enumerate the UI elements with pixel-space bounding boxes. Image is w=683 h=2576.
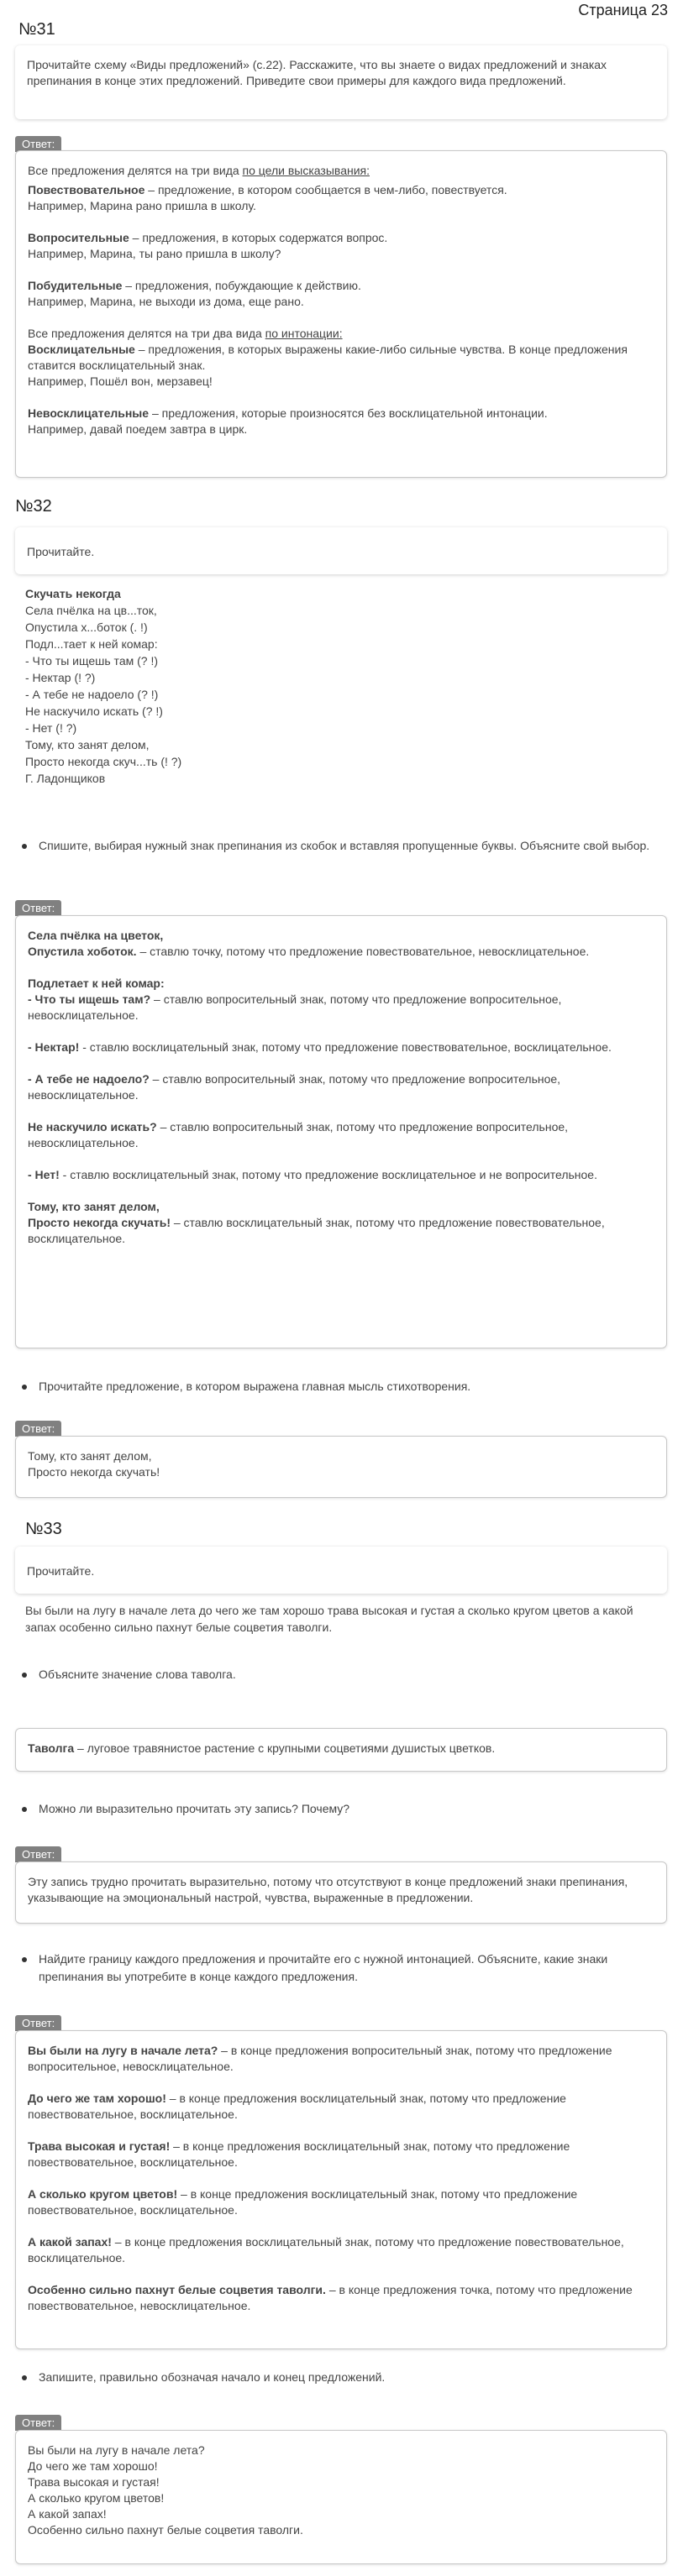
poem-line: Не наскучило искать (? !) (25, 704, 163, 718)
answer-label-33d: Ответ: (15, 2415, 61, 2431)
a31-intro1: Все предложения делятся на три вида (28, 164, 243, 177)
poem-line: Тому, кто занят делом, (25, 738, 150, 751)
answer-label-33b: Ответ: (15, 1846, 61, 1862)
task-31-text: Прочитайте схему «Виды предложений» (с.22). Расскажите, что вы знаете о видах предложений и знаках препинания в конце этих предложений. Приведите свои примеры для каждого вида предложений. (27, 58, 607, 87)
poem-line: Опустила х...боток (. !) (25, 620, 148, 634)
task-32-read-text: Прочитайте. (27, 545, 95, 558)
a31-intro2-u: по интонации: (265, 327, 343, 340)
a33-3-b: А какой запах! (28, 2235, 112, 2249)
a33-3-t: – в конце предложения восклицательный знак, потому что предложение повествовательное, восклицательное. (28, 2092, 566, 2121)
a33-3-t: – в конце предложения восклицательный знак, потому что предложение повествовательное, восклицательное. (28, 2187, 578, 2217)
a32-l4-t: – ставлю вопросительный знак, потому что предложение вопросительное, невосклицательное. (28, 992, 562, 1022)
a32-l8-b: - Нет! (28, 1168, 60, 1181)
a32-l1: Села пчёлка на цветок, (28, 929, 164, 942)
a32-l9: Тому, кто занят делом, (28, 1200, 160, 1213)
answer-32a (15, 915, 667, 1348)
task-number-31: №31 (18, 20, 55, 39)
a33-4-line: Особенно сильно пахнут белые соцветия таволги. (28, 2523, 303, 2537)
poem-line: - А тебе не надоело (? !) (25, 688, 159, 701)
poem-line: Подл...тает к ней комар: (25, 637, 158, 651)
a32-l6-b: - А тебе не надоело? (28, 1072, 150, 1086)
task-33-read-text: Прочитайте. (27, 1564, 95, 1578)
task-32-bullet-2: Прочитайте предложение, в котором выражена главная мысль стихотворения. (22, 1378, 669, 1395)
a31-p4-t: – предложения, в которых выражены какие-либо сильные чувства. В конце предложения ставится восклицательный знак. (28, 343, 628, 372)
a31-p1-t: – предложение, в котором сообщается в чем-либо, повествуется. (144, 183, 507, 196)
task-number-33: №33 (25, 1520, 62, 1538)
task-33-bullet-3: Найдите границу каждого предложения и прочитайте его с нужной интонацией. Объясните, какие знаки препинания вы употребите в конце каждого предложения. (22, 1950, 669, 1986)
a32-l8-t: - ставлю восклицательный знак, потому что предложение восклицательное и не вопросительное. (59, 1168, 597, 1181)
a33-4-line: Вы были на лугу в начале лета? (28, 2443, 205, 2457)
poem-line: Просто некогда скуч...ть (! ?) (25, 755, 182, 768)
task-32-read (15, 527, 667, 574)
a33-4-line: А какой запах! (28, 2507, 107, 2521)
a31-p2-ex: Например, Марина, ты рано пришла в школу? (28, 247, 281, 260)
a31-p3-b: Побудительные (28, 279, 123, 292)
a31-p1-ex: Например, Марина рано пришла в школу. (28, 199, 256, 212)
page-number: Страница 23 (578, 2, 668, 18)
answer-label-31: Ответ: (15, 136, 61, 152)
a32-l10-t: – ставлю восклицательный знак, потому что предложение повествовательное, восклицательное. (28, 1216, 605, 1245)
a32-l7-b: Не наскучило искать? (28, 1120, 157, 1134)
a33-3-t: – в конце предложения восклицательный знак, потому что предложение повествовательное, восклицательное. (28, 2139, 570, 2169)
a33-4-line: А сколько кругом цветов! (28, 2491, 165, 2505)
answer-31 (15, 150, 667, 478)
poem-line: - Нет (! ?) (25, 721, 77, 735)
a33-1-t: – луговое травянистое растение с крупными соцветиями душистых цветков. (74, 1741, 496, 1755)
poem-line: Села пчёлка на цв...ток, (25, 604, 157, 617)
a33-4-line: До чего же там хорошо! (28, 2459, 158, 2473)
task-33-bullet-1: Объясните значение слова таволга. (22, 1666, 669, 1683)
a32b-line: Тому, кто занят делом, (28, 1449, 152, 1463)
a31-p4-b: Восклицательные (28, 343, 135, 356)
a31-p1-b: Повествовательное (28, 183, 145, 196)
a32-l6-t: – ставлю вопросительный знак, потому что предложение вопросительное, невосклицательное. (28, 1072, 561, 1102)
a33-3-t: – в конце предложения точка, потому что предложение повествовательное, невосклицательное. (28, 2283, 633, 2312)
task-33-read (15, 1547, 667, 1594)
poem-title: Скучать некогда (25, 587, 121, 600)
a33-2: Эту запись трудно прочитать выразительно, потому что отсутствуют в конце предложений знаки препинания, указывающие на эмоциональный настрой, чувства, выраженные в предложении. (28, 1875, 628, 1904)
answer-33d (15, 2430, 667, 2564)
a32-l10-b: Просто некогда скучать! (28, 1216, 171, 1229)
a33-3-t: – в конце предложения восклицательный знак, потому что предложение повествовательное, восклицательное. (28, 2235, 624, 2264)
answer-label-33c: Ответ: (15, 2015, 61, 2031)
a32-l7-t: – ставлю вопросительный знак, потому что предложение вопросительное, невосклицательное. (28, 1120, 569, 1149)
a33-1-b: Таволга (28, 1741, 75, 1755)
a32-l5-t: - ставлю восклицательный знак, потому что предложение повествовательное, восклицательное. (79, 1040, 612, 1054)
task-33-bullet-2: Можно ли выразительно прочитать эту запись? Почему? (22, 1800, 669, 1818)
answer-33c (15, 2030, 667, 2349)
a31-p2-t: – предложения, в которых содержатся вопрос. (129, 231, 388, 244)
task-33-text: Вы были на лугу в начале лета до чего же там хорошо трава высокая и густая а сколько кругом цветов а какой запах особенно сильно пахнут белые соцветия таволги. (25, 1604, 633, 1634)
a33-3-b: Трава высокая и густая! (28, 2139, 171, 2153)
a31-p5-b: Невосклицательные (28, 406, 150, 420)
answer-label-32a: Ответ: (15, 900, 61, 916)
poem-line: - Нектар (! ?) (25, 671, 96, 684)
a33-3-b: До чего же там хорошо! (28, 2092, 166, 2105)
poem (25, 585, 664, 787)
task-32-bullet-1: Спишите, выбирая нужный знак препинания из скобок и вставляя пропущенные буквы. Объясните свой выбор. (22, 837, 669, 855)
a32-l3: Подлетает к ней комар: (28, 976, 165, 990)
a33-3-b: Особенно сильно пахнут белые соцветия таволги. (28, 2283, 326, 2296)
a33-3-t: – в конце предложения вопросительный знак, потому что предложение вопросительное, невосклицательное. (28, 2044, 612, 2073)
task-33-bullet-4: Запишите, правильно обозначая начало и конец предложений. (22, 2369, 669, 2386)
a33-4-line: Трава высокая и густая! (28, 2475, 160, 2489)
answer-33b (15, 1861, 667, 1924)
task-number-32: №32 (15, 497, 52, 516)
poem-author: Г. Ладонщиков (25, 772, 106, 785)
a33-3-b: Вы были на лугу в начале лета? (28, 2044, 218, 2057)
poem-line: - Что ты ищешь там (? !) (25, 654, 159, 668)
a31-p4-ex: Например, Пошёл вон, мерзавец! (28, 374, 213, 388)
a31-p5-t: – предложения, которые произносятся без восклицательной интонации. (149, 406, 548, 420)
a32-l5-b: - Нектар! (28, 1040, 80, 1054)
answer-label-32b: Ответ: (15, 1421, 61, 1437)
a31-p3-t: – предложения, побуждающие к действию. (122, 279, 361, 292)
a32b-line: Просто некогда скучать! (28, 1465, 160, 1479)
a32-l2-b: Опустила хоботок. (28, 945, 137, 958)
a31-intro2: Все предложения делятся на три два вида (28, 327, 265, 340)
a31-intro1-u: по цели высказывания: (242, 164, 370, 177)
a33-3-b: А сколько кругом цветов! (28, 2187, 178, 2201)
a32-l2-t: – ставлю точку, потому что предложение повествовательное, невосклицательное. (136, 945, 590, 958)
task-31-prompt (15, 45, 667, 119)
a31-p2-b: Вопросительные (28, 231, 129, 244)
answer-32b (15, 1436, 667, 1498)
a31-p3-ex: Например, Марина, не выходи из дома, еще рано. (28, 295, 304, 308)
a31-p5-ex: Например, давай поедем завтра в цирк. (28, 422, 248, 436)
answer-33a (15, 1728, 667, 1772)
a32-l4-b: - Что ты ищешь там? (28, 992, 151, 1006)
